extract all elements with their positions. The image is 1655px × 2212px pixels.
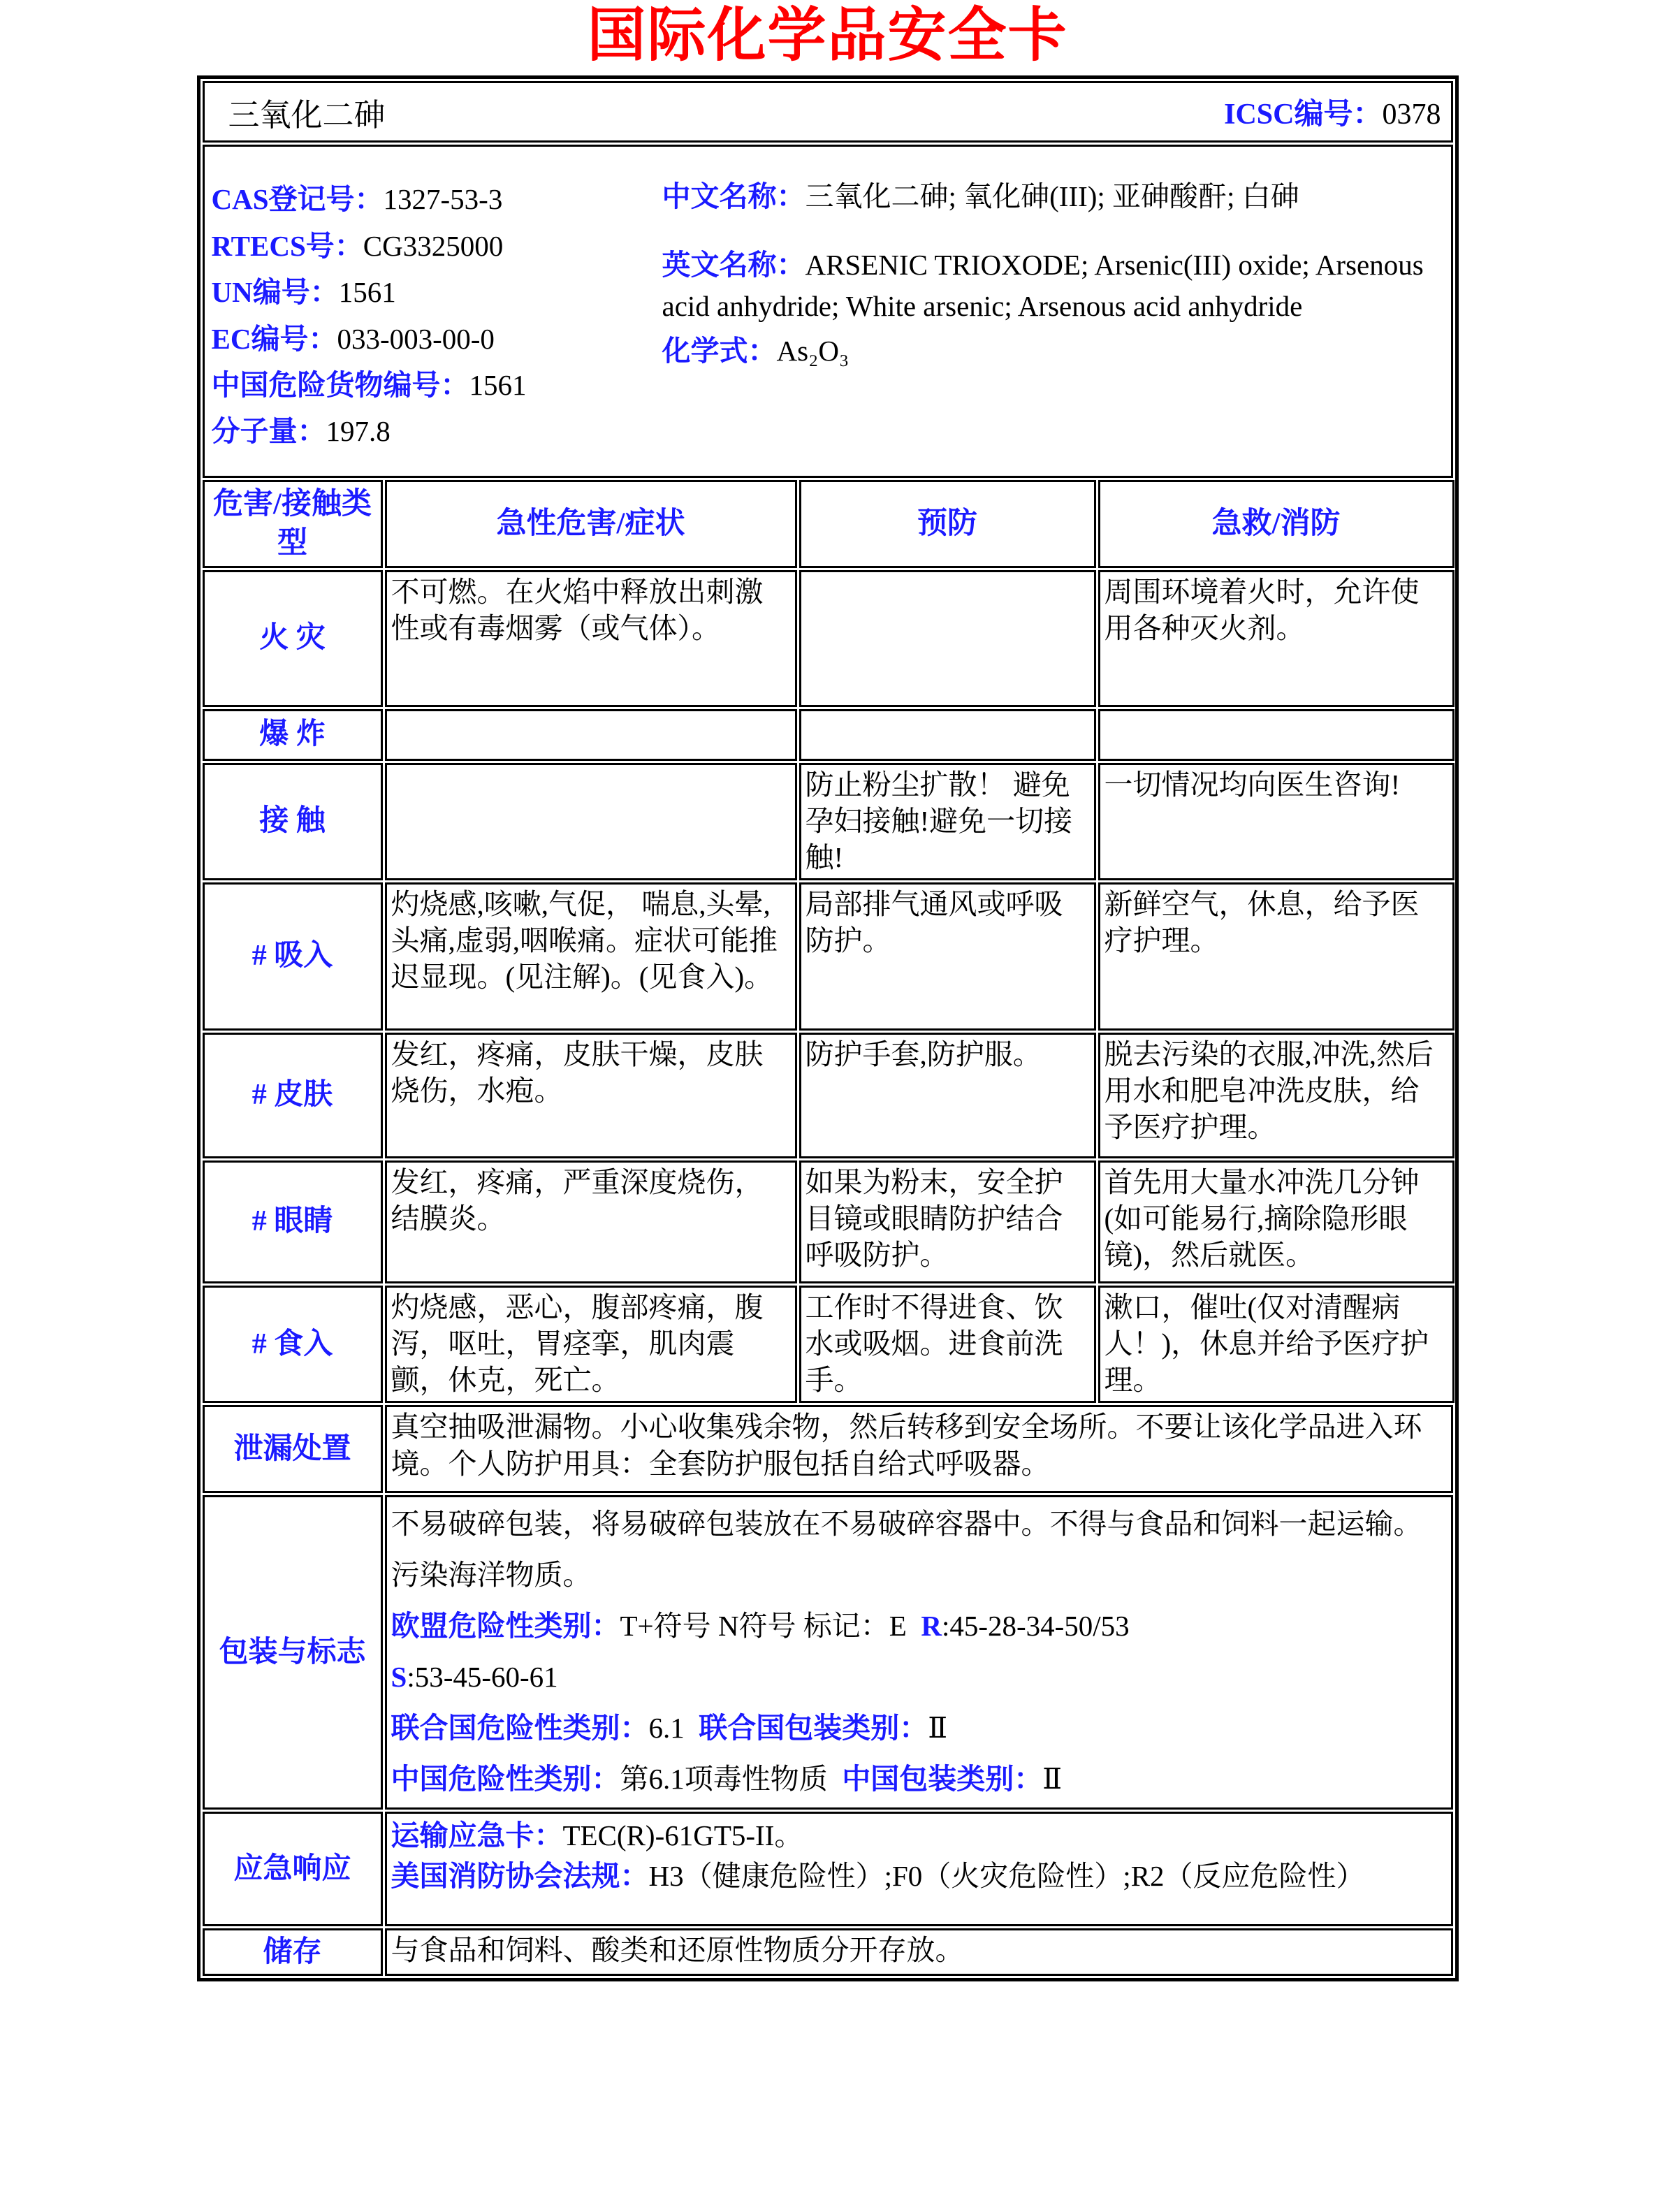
- first-aid-cell: 漱口，催吐(仅对清醒病人！)，休息并给予医疗护理。: [1098, 1286, 1454, 1403]
- un-hazard-class-label: 联合国危险性类别：: [391, 1711, 649, 1744]
- cas-label: CAS登记号：: [211, 183, 384, 216]
- prevention-cell: 工作时不得进食、饮水或吸烟。进食前洗手。: [799, 1286, 1096, 1403]
- cn-hazard-class-label: 中国危险性类别：: [391, 1762, 620, 1795]
- un-packing-group-value: Ⅱ: [928, 1711, 948, 1744]
- hazard-row-explosion: [203, 709, 1453, 761]
- symptoms-cell: 发红，疼痛，皮肤干燥，皮肤烧伤，水疱。: [385, 1033, 797, 1158]
- english-name-field: [662, 245, 1438, 328]
- un-class-line: [391, 1703, 1444, 1754]
- storage-label: 储存: [203, 1928, 383, 1977]
- identification-right-column: [662, 176, 1443, 454]
- packaging-label: 包装与标志: [203, 1495, 383, 1810]
- symptoms-cell: 灼烧感，恶心，腹部疼痛，腹泻，呕吐，胃痉挛，肌肉震颤，休克，死亡。: [385, 1286, 797, 1403]
- first-aid-cell: 脱去污染的衣服,冲洗,然后用水和肥皂冲洗皮肤，给予医疗护理。: [1098, 1033, 1454, 1158]
- hazard-row-skin: [203, 1033, 1453, 1158]
- packaging-intro: 不易破碎包装，将易破碎包装放在不易破碎容器中。不得与食品和饲料一起运输。污染海洋物质。: [391, 1507, 1422, 1591]
- identification-left-column: [212, 176, 662, 454]
- substance-name: 三氧化二砷: [228, 97, 386, 133]
- rtecs-label: RTECS号：: [211, 229, 363, 262]
- molar-mass-label: 分子量：: [211, 415, 326, 448]
- nfpa-value: H3（健康危险性）;F0（火灾危险性）;R2（反应危险性）: [648, 1860, 1365, 1893]
- hazard-type-cell: 火 灾: [203, 570, 383, 707]
- formula-value: As₂O₃: [776, 334, 850, 367]
- symptoms-cell: [385, 709, 797, 761]
- hazard-table-header: [203, 480, 1453, 568]
- emergency-label: 应急响应: [203, 1812, 383, 1926]
- spill-section: [203, 1405, 1453, 1493]
- eu-hazard-class-value: T+符号 N符号 标记：E: [620, 1609, 907, 1642]
- icsc-number: [1224, 91, 1441, 133]
- first-aid-cell: [1098, 709, 1454, 761]
- un-hazard-class-value: 6.1: [648, 1711, 685, 1744]
- eu-hazard-class-line: [391, 1601, 1444, 1652]
- r-phrases-value: :45-28-34-50/53: [941, 1609, 1130, 1642]
- hazard-row-contact: [203, 763, 1453, 880]
- molar-mass-value: 197.8: [326, 415, 391, 448]
- header-prevention: 预防: [799, 480, 1096, 568]
- english-name-label: 英文名称：: [662, 248, 805, 281]
- un-number-value: 1561: [338, 276, 396, 309]
- emergency-section: [203, 1812, 1453, 1926]
- hazard-type-cell: # 食入: [203, 1286, 383, 1403]
- molar-mass-field: [212, 408, 662, 454]
- hazard-type-cell: # 眼睛: [203, 1160, 383, 1283]
- un-number-field: [212, 269, 662, 315]
- cas-field: [212, 176, 662, 222]
- first-aid-cell: 一切情况均向医生咨询!: [1098, 763, 1454, 880]
- formula-field: [662, 330, 1438, 372]
- s-phrases-line: [391, 1652, 1444, 1703]
- english-name-value: ARSENIC TRIOXODE; Arsenic(III) oxide; Arsenous acid anhydride; White arsenic; Arsenous acid anhydride: [662, 248, 1424, 323]
- packaging-section: [203, 1495, 1453, 1810]
- emergency-text: [385, 1812, 1453, 1926]
- first-aid-cell: 首先用大量水冲洗几分钟(如可能易行,摘除隐形眼镜)，然后就医。: [1098, 1160, 1454, 1283]
- packaging-text: [385, 1495, 1453, 1810]
- cn-packing-group-label: 中国包装类别：: [842, 1762, 1043, 1795]
- symptoms-cell: [385, 763, 797, 880]
- s-phrases-value: :53-45-60-61: [407, 1660, 558, 1693]
- un-number-label: UN编号：: [211, 276, 339, 309]
- storage-text: 与食品和饲料、酸类和还原性物质分开存放。: [385, 1928, 1453, 1977]
- page-title: 国际化学品安全卡: [587, 3, 1068, 68]
- hazard-type-cell: # 吸入: [203, 882, 383, 1031]
- cas-value: 1327-53-3: [383, 183, 503, 216]
- cn-packing-group-value: Ⅱ: [1042, 1762, 1063, 1795]
- transport-emergency-card-line: [391, 1815, 1444, 1856]
- hazard-type-cell: 爆 炸: [203, 709, 383, 761]
- s-phrases-label: S: [391, 1660, 407, 1693]
- ec-number-value: 033-003-00-0: [337, 322, 495, 355]
- chinese-name-value: 三氧化二砷; 氧化砷(III); 亚砷酸酐; 白砷: [805, 180, 1299, 213]
- spill-text: 真空抽吸泄漏物。小心收集残余物，然后转移到安全场所。不要让该化学品进入环境。个人防护用具：全套防护服包括自给式呼吸器。: [385, 1405, 1453, 1493]
- symptoms-cell: 灼烧感,咳嗽,气促， 喘息,头晕,头痛,虚弱,咽喉痛。症状可能推迟显现。(见注解)。(见食入)。: [385, 882, 797, 1031]
- symptoms-cell: 不可燃。在火焰中释放出刺激性或有毒烟雾（或气体）。: [385, 570, 797, 707]
- chinese-name-field: [662, 176, 1438, 217]
- rtecs-field: [212, 223, 662, 269]
- nfpa-line: [391, 1856, 1444, 1896]
- prevention-cell: 防止粉尘扩散！ 避免孕妇接触!避免一切接触!: [799, 763, 1096, 880]
- prevention-cell: [799, 709, 1096, 761]
- hazard-row-fire: [203, 570, 1453, 707]
- identification-row: [203, 145, 1453, 477]
- hazard-row-eyes: [203, 1160, 1453, 1283]
- name-cell: [203, 81, 1453, 143]
- ec-number-field: [212, 316, 662, 362]
- prevention-cell: [799, 570, 1096, 707]
- transport-emergency-card-label: 运输应急卡：: [391, 1819, 563, 1851]
- spill-label: 泄漏处置: [203, 1405, 383, 1493]
- hazard-row-inhalation: [203, 882, 1453, 1031]
- un-packing-group-label: 联合国包装类别：: [699, 1711, 928, 1744]
- rtecs-value: CG3325000: [363, 229, 504, 262]
- hazard-type-cell: 接 触: [203, 763, 383, 880]
- cn-hazard-class-value: 第6.1项毒性物质: [620, 1762, 828, 1795]
- prevention-cell: 局部排气通风或呼吸防护。: [799, 882, 1096, 1031]
- china-dg-number-label: 中国危险货物编号：: [211, 369, 469, 402]
- hazard-type-cell: # 皮肤: [203, 1033, 383, 1158]
- cn-class-line: [391, 1754, 1444, 1805]
- r-phrases-label: R: [921, 1609, 942, 1642]
- name-row: [203, 81, 1453, 143]
- china-dg-number-field: [212, 362, 662, 408]
- chinese-name-label: 中文名称：: [662, 180, 805, 213]
- china-dg-number-value: 1561: [469, 369, 527, 402]
- formula-label: 化学式：: [662, 334, 777, 367]
- symptoms-cell: 发红，疼痛，严重深度烧伤，结膜炎。: [385, 1160, 797, 1283]
- icsc-number-label: ICSC编号：: [1224, 99, 1383, 131]
- header-hazard-type: 危害/接触类型: [203, 480, 383, 568]
- transport-emergency-card-value: TEC(R)-61GT5-II。: [562, 1819, 803, 1851]
- first-aid-cell: 周围环境着火时，允许使用各种灭火剂。: [1098, 570, 1454, 707]
- hazard-row-ingestion: [203, 1286, 1453, 1403]
- ec-number-label: EC编号：: [211, 322, 337, 355]
- eu-hazard-class-label: 欧盟危险性类别：: [391, 1609, 620, 1642]
- prevention-cell: 防护手套,防护服。: [799, 1033, 1096, 1158]
- safety-card: [197, 75, 1459, 1981]
- header-symptoms: 急性危害/症状: [385, 480, 797, 568]
- storage-section: [203, 1928, 1453, 1977]
- nfpa-label: 美国消防协会法规：: [391, 1860, 649, 1893]
- identification-cell: [203, 145, 1453, 477]
- icsc-number-value: 0378: [1382, 99, 1441, 131]
- first-aid-cell: 新鲜空气，休息，给予医疗护理。: [1098, 882, 1454, 1031]
- header-first-aid: 急救/消防: [1098, 480, 1454, 568]
- prevention-cell: 如果为粉末，安全护目镜或眼睛防护结合呼吸防护。: [799, 1160, 1096, 1283]
